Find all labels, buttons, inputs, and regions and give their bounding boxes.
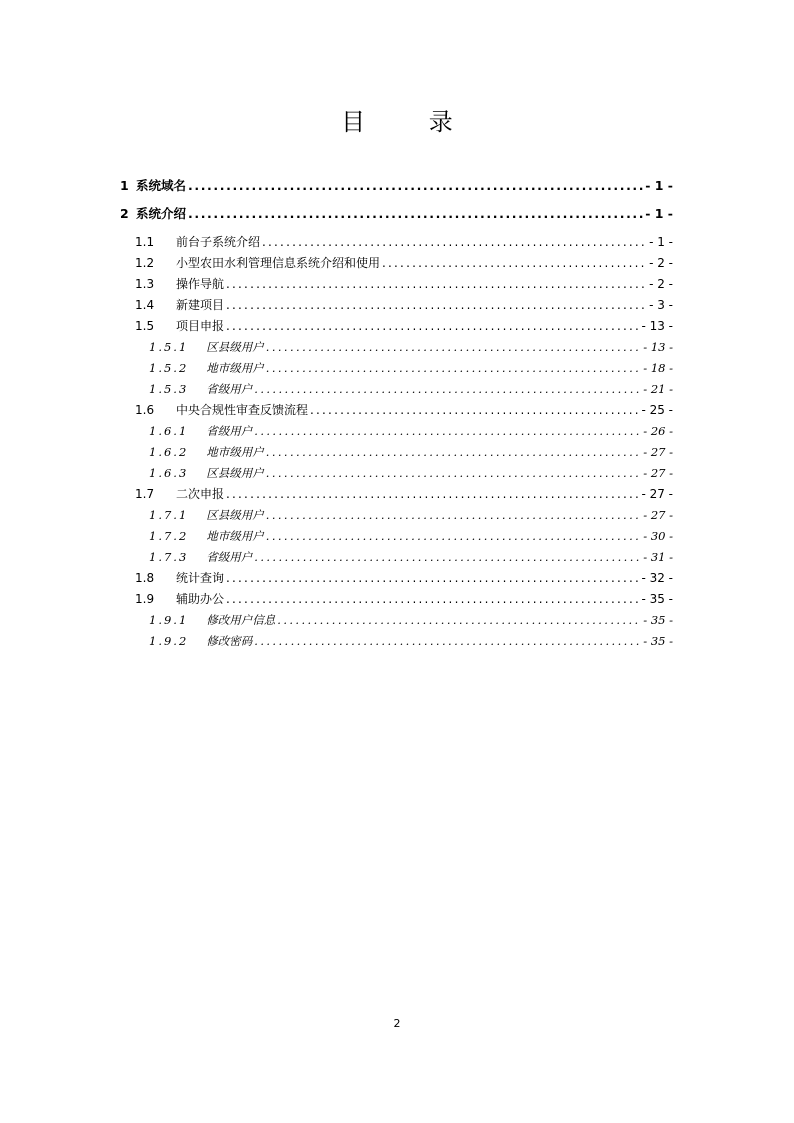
toc-entry[interactable] (135, 591, 673, 607)
toc-entry-page: - 26 - (643, 424, 673, 438)
toc-entry-label: 统计查询 (176, 571, 225, 585)
toc-entry-label: 省级用户 (206, 424, 253, 438)
toc-entry-number: 1.5.3 (149, 382, 189, 396)
page-title: 目 录 (341, 108, 481, 136)
toc-entry-page: - 27 - (643, 466, 673, 480)
toc-entry-number: 1.6.3 (149, 466, 189, 480)
toc-entry-number: 1.6 (135, 403, 155, 417)
toc-entry-label: 小型农田水利管理信息系统介绍和使用 (176, 256, 381, 270)
toc-entry[interactable] (149, 360, 673, 376)
toc-leader-dots (254, 549, 641, 565)
toc-entry-page: - 25 - (641, 403, 673, 417)
toc-entry-number: 1.7.2 (149, 529, 189, 543)
toc-entry-page: - 35 - (641, 592, 673, 606)
toc-leader-dots (310, 402, 639, 418)
toc-entry-number: 1.4 (135, 298, 155, 312)
toc-entry-label: 区县级用户 (206, 340, 264, 354)
toc-entry-page: - 1 - (645, 178, 673, 193)
toc-entry-page: - 30 - (643, 529, 673, 543)
toc-entry[interactable] (149, 633, 673, 649)
toc-entry-number: 2 (120, 206, 134, 221)
toc-leader-dots (226, 570, 639, 586)
toc-entry-label: 系统域名 (136, 178, 187, 193)
toc-leader-dots (254, 423, 641, 439)
toc-entry-page: - 21 - (643, 382, 673, 396)
toc-leader-dots (277, 612, 641, 628)
toc-entry-number: 1.9.1 (149, 613, 189, 627)
toc-leader-dots (266, 339, 642, 355)
toc-entry-page: - 1 - (649, 235, 673, 249)
toc-leader-dots (266, 507, 642, 523)
toc-entry-label: 省级用户 (206, 550, 253, 564)
toc-leader-dots (266, 444, 642, 460)
toc-leader-dots (226, 276, 647, 292)
toc-leader-dots (188, 206, 643, 222)
toc-entry-label: 省级用户 (206, 382, 253, 396)
toc-entry-label: 区县级用户 (206, 466, 264, 480)
toc-entry-page: - 35 - (643, 634, 673, 648)
toc-leader-dots (226, 486, 639, 502)
toc-leader-dots (254, 381, 641, 397)
toc-entry-number: 1.9.2 (149, 634, 189, 648)
toc-entry-number: 1.7.3 (149, 550, 189, 564)
toc-entry-number: 1.8 (135, 571, 155, 585)
toc-entry-label: 修改用户信息 (206, 613, 276, 627)
toc-leader-dots (266, 360, 642, 376)
toc-entry[interactable] (135, 570, 673, 586)
toc-entry-number: 1 (120, 178, 134, 193)
toc-entry-page: - 27 - (641, 487, 673, 501)
toc-entry-label: 项目申报 (176, 319, 225, 333)
toc-entry-number: 1.7 (135, 487, 155, 501)
toc-leader-dots (226, 297, 647, 313)
toc-entry-number: 1.3 (135, 277, 155, 291)
toc-entry-label: 前台子系统介绍 (176, 235, 261, 249)
toc-entry[interactable] (149, 465, 673, 481)
toc-entry[interactable] (120, 206, 673, 222)
toc-entry-page: - 27 - (643, 508, 673, 522)
toc-leader-dots (226, 318, 639, 334)
toc-entry[interactable] (149, 507, 673, 523)
toc-entry-page: - 2 - (649, 277, 673, 291)
toc-leader-dots (382, 255, 647, 271)
toc-entry[interactable] (135, 297, 673, 313)
toc-leader-dots (226, 591, 639, 607)
toc-entry-page: - 18 - (643, 361, 673, 375)
toc-entry-number: 1.9 (135, 592, 155, 606)
toc-entry-number: 1.5 (135, 319, 155, 333)
toc-entry[interactable] (149, 423, 673, 439)
toc-entry-label: 二次申报 (176, 487, 225, 501)
toc-entry-label: 地市级用户 (206, 445, 264, 459)
toc-leader-dots (266, 465, 642, 481)
toc-entry-label: 地市级用户 (206, 361, 264, 375)
toc-entry[interactable] (149, 444, 673, 460)
toc-entry-number: 1.5.1 (149, 340, 189, 354)
toc-entry-page: - 1 - (645, 206, 673, 221)
toc-entry-label: 修改密码 (206, 634, 253, 648)
toc-entry-number: 1.7.1 (149, 508, 189, 522)
toc-entry-page: - 13 - (641, 319, 673, 333)
toc-entry-number: 1.6.1 (149, 424, 189, 438)
toc-entry[interactable] (149, 381, 673, 397)
toc-leader-dots (266, 528, 642, 544)
toc-entry[interactable] (135, 276, 673, 292)
toc-entry-page: - 32 - (641, 571, 673, 585)
toc-entry-label: 操作导航 (176, 277, 225, 291)
toc-entry[interactable] (135, 255, 673, 271)
toc-entry[interactable] (135, 234, 673, 250)
toc-entry-label: 中央合规性审查反馈流程 (176, 403, 309, 417)
toc-entry[interactable] (120, 178, 673, 194)
toc-entry-page: - 31 - (643, 550, 673, 564)
toc-entry-label: 系统介绍 (136, 206, 187, 221)
toc-entry-page: - 27 - (643, 445, 673, 459)
toc-entry-number: 1.1 (135, 235, 155, 249)
toc-entry-number: 1.6.2 (149, 445, 189, 459)
toc-entry[interactable] (149, 528, 673, 544)
toc-entry-label: 辅助办公 (176, 592, 225, 606)
toc-entry[interactable] (149, 612, 673, 628)
toc-entry-page: - 35 - (643, 613, 673, 627)
toc-entry-label: 新建项目 (176, 298, 225, 312)
toc-entry-label: 区县级用户 (206, 508, 264, 522)
toc-leader-dots (188, 178, 643, 194)
toc-entry[interactable] (135, 402, 673, 418)
toc-entry-number: 1.2 (135, 256, 155, 270)
toc-entry-page: - 13 - (643, 340, 673, 354)
toc-entry[interactable] (149, 339, 673, 355)
toc-entry-page: - 2 - (649, 256, 673, 270)
toc-leader-dots (254, 633, 641, 649)
toc-entry-page: - 3 - (649, 298, 673, 312)
toc-entry[interactable] (135, 486, 673, 502)
toc-entry-label: 地市级用户 (206, 529, 264, 543)
toc-entry[interactable] (149, 549, 673, 565)
toc-leader-dots (262, 234, 647, 250)
toc-entry[interactable] (135, 318, 673, 334)
toc-entry-number: 1.5.2 (149, 361, 189, 375)
page-number: 2 (393, 1017, 401, 1030)
